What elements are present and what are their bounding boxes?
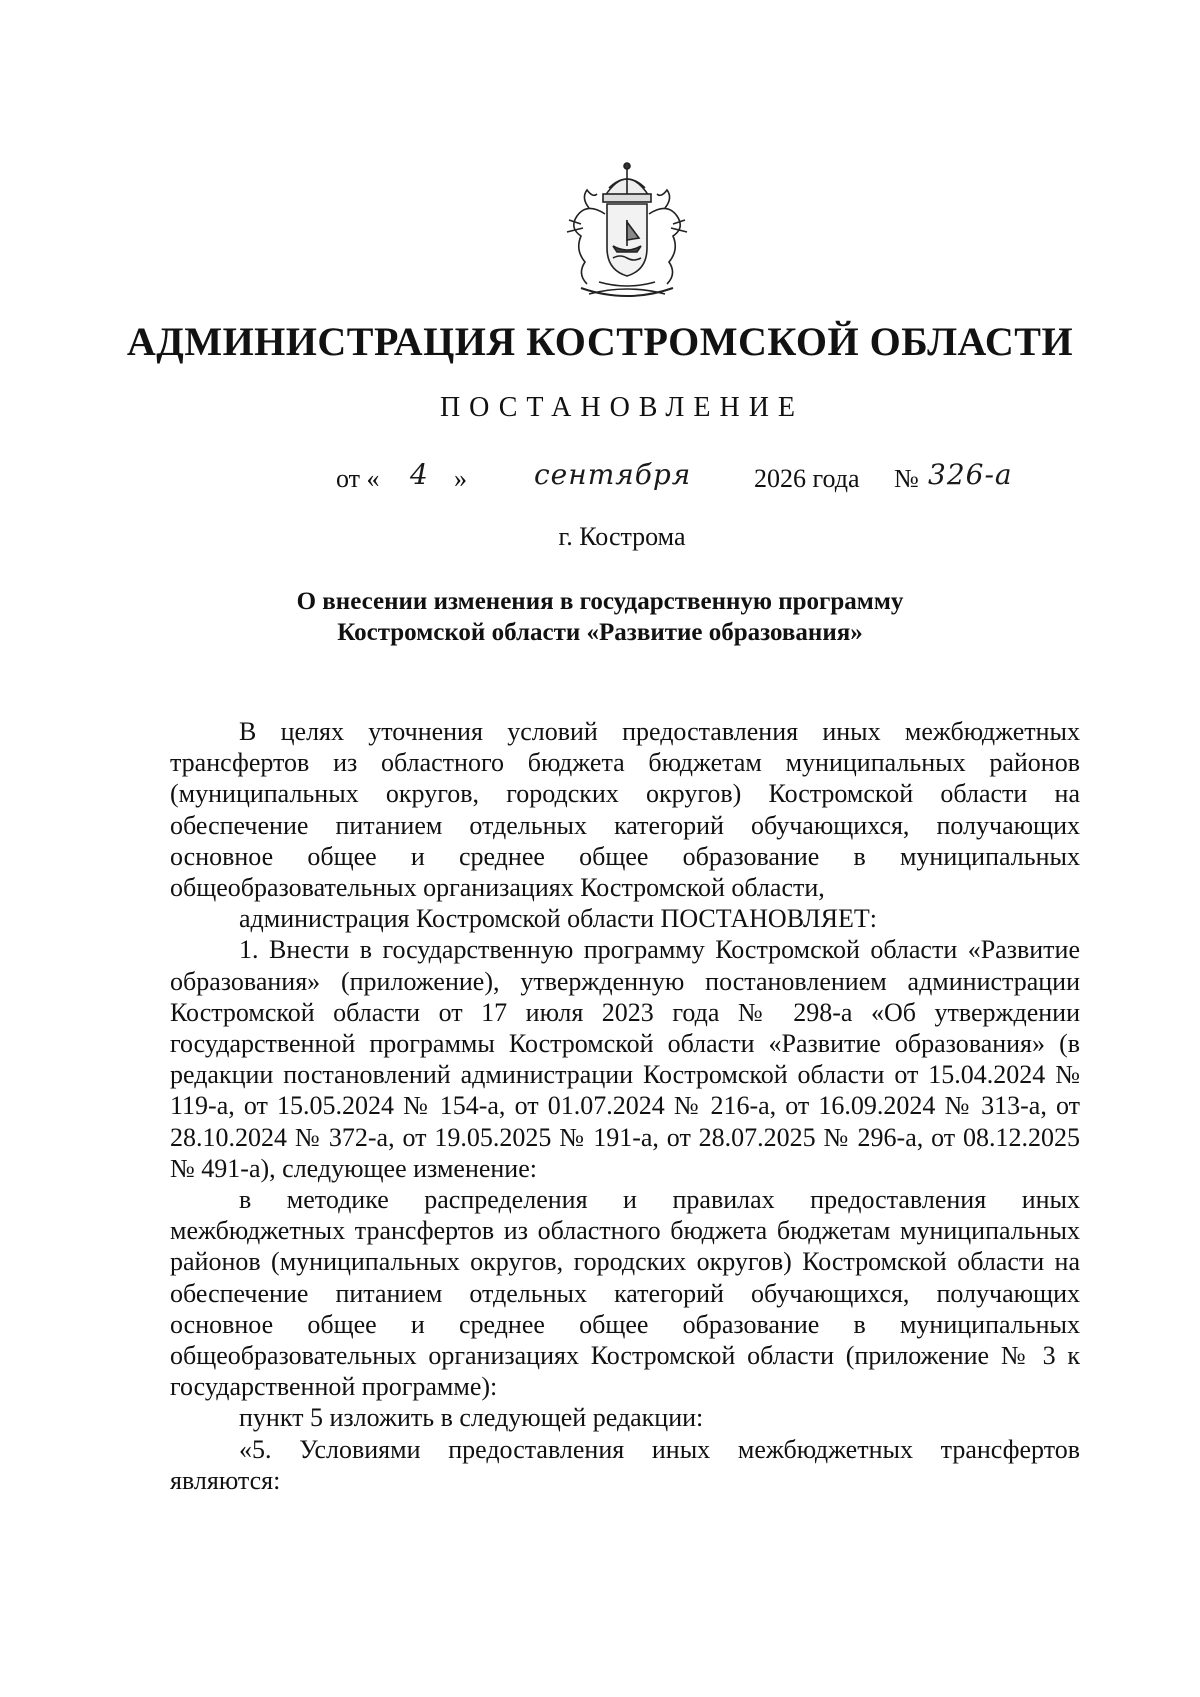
- document-date-line: [0, 458, 1200, 508]
- document-subject: [0, 586, 1200, 648]
- paragraph-point-5-text: «5. Условиями предоставления иных межбюджетных трансфертов являются:: [170, 1434, 1080, 1495]
- date-month-handwritten: сентября: [534, 458, 692, 491]
- number-sign: №: [894, 464, 919, 493]
- date-prefix: от «: [336, 464, 380, 493]
- coat-of-arms-icon: [547, 158, 707, 306]
- organization-title: АДМИНИСТРАЦИЯ КОСТРОМСКОЙ ОБЛАСТИ: [126, 319, 1074, 364]
- subject-line-2: Костромской области «Развитие образования»: [337, 619, 863, 646]
- paragraph-item-1: 1. Внести в государственную программу Костромской области «Развитие образования» (приложение), утвержденную постановлением администрации Костромской области от 17 июля 2023 года № 298-а «Об утверждении государственной программы Костромской области «Развитие образования» (в редакции постановлений администрации Костромской области от 15.04.2024 № 119-а, от 15.05.2024 № 154-а, от 01.07.2024 № 216-а, от 16.09.2024 № 313-а, от 28.10.2024 № 372-а, от 19.05.2025 № 191-а, от 28.07.2025 № 296-а, от 08.12.2025 № 491-а), следующее изменение:: [170, 935, 1080, 1183]
- paragraph-resolves: администрация Костромской области ПОСТАНОВЛЯЕТ:: [239, 904, 878, 934]
- document-body: [170, 716, 1080, 1496]
- date-year: 2026 года: [754, 464, 860, 493]
- date-day-suffix: »: [454, 464, 467, 493]
- paragraph-point-5-intro: пункт 5 изложить в следующей редакции:: [239, 1403, 704, 1433]
- subject-line-1: О внесении изменения в государственную программу: [296, 588, 904, 615]
- city-name: г. Кострома: [558, 522, 686, 551]
- date-day-handwritten: 4: [410, 458, 429, 491]
- paragraph-preamble: В целях уточнения условий предоставления иных межбюджетных трансфертов из областного бюджета бюджетам муниципальных районов (муниципальных округов, городских округов) Костромской области на обеспечение питанием отдельных категорий обучающихся, получающих основное общее и среднее общее образование в муниципальных общеобразовательных организациях Костромской области,: [170, 717, 1080, 903]
- document-type: ПОСТАНОВЛЕНИЕ: [439, 392, 805, 423]
- document-number-handwritten: 326-а: [928, 458, 1013, 491]
- paragraph-amendment-scope: в методике распределения и правилах предоставления иных межбюджетных трансфертов из областного бюджета бюджетам муниципальных районов (муниципальных округов, городских округов) Костромской области на обеспечение питанием отдельных категорий обучающихся, получающих основное общее и среднее общее образование в муниципальных общеобразовательных организациях Костромской области (приложение № 3 к государственной программе):: [170, 1185, 1080, 1402]
